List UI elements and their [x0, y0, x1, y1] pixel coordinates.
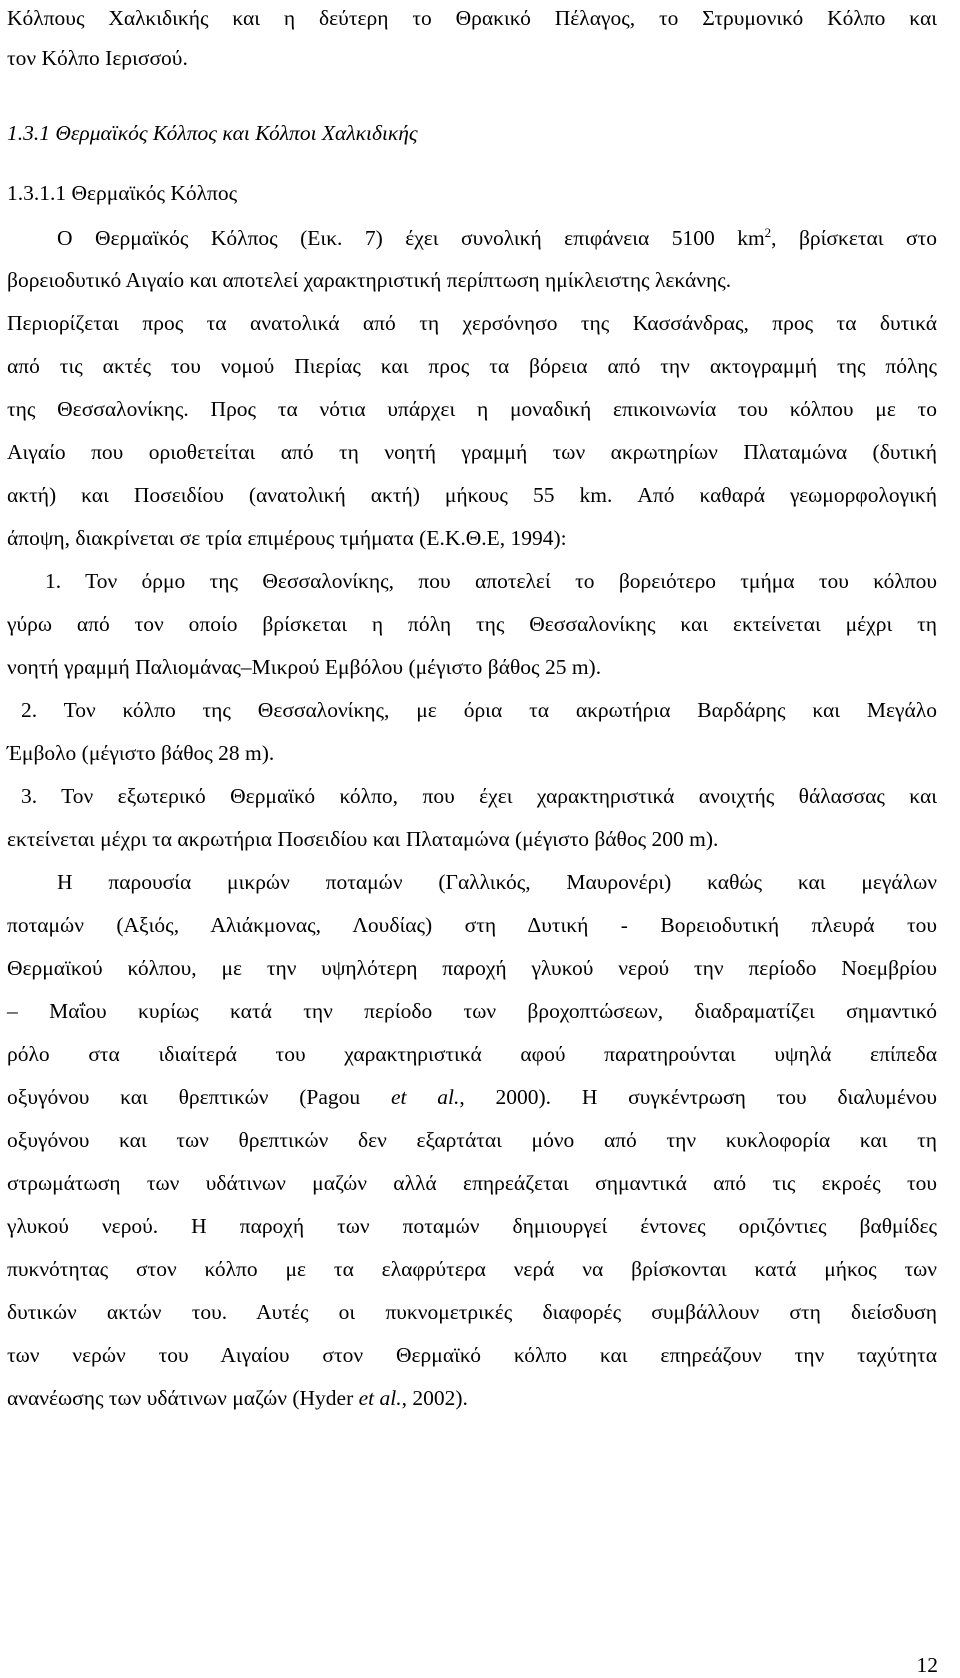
- text-span: ανανέωσης των υδάτινων μαζών (Hyder: [7, 1386, 359, 1410]
- paragraph-line: δυτικών ακτών του. Αυτές οι πυκνομετρικές διαφορές συμβάλλουν στη διείσδυση: [7, 1300, 937, 1324]
- text-span: οξυγόνου και θρεπτικών (Pagou: [7, 1085, 391, 1109]
- paragraph-line: άποψη, διακρίνεται σε τρία επιμέρους τμήματα (Ε.Κ.Θ.Ε, 1994):: [7, 526, 567, 550]
- paragraph-line: των νερών του Αιγαίου στον Θερμαϊκό κόλπο και επηρεάζουν την ταχύτητα: [7, 1343, 937, 1367]
- text-span: , βρίσκεται στο: [771, 226, 937, 250]
- paragraph-line: πυκνότητας στον κόλπο με τα ελαφρύτερα νερά να βρίσκονται κατά μήκος των: [7, 1257, 937, 1281]
- paragraph-line: της Θεσσαλονίκης. Προς τα νότια υπάρχει η μοναδική επικοινωνία του κόλπου με το: [7, 397, 937, 421]
- section-heading-1-3-1: 1.3.1 Θερμαϊκός Κόλπος και Κόλποι Χαλκιδικής: [7, 121, 418, 145]
- italic-span: et al.: [390, 1085, 460, 1109]
- paragraph-line: από τις ακτές του νομού Πιερίας και προς τα βόρεια από την ακτογραμμή της πόλης: [7, 354, 937, 378]
- list-item-3-line: 3. Τον εξωτερικό Θερμαϊκό κόλπο, που έχει χαρακτηριστικά ανοιχτής θάλασσας και: [21, 784, 937, 808]
- paragraph-line: στρωμάτωση των υδάτινων μαζών αλλά επηρεάζεται σημαντικά από τις εκροές του: [7, 1171, 937, 1195]
- paragraph-line: ρόλο στα ιδιαίτερά του χαρακτηριστικά αφού παρατηρούνται υψηλά επίπεδα: [7, 1042, 937, 1066]
- paragraph-line: – Μαΐου κυρίως κατά την περίοδο των βροχοπτώσεων, διαδραματίζει σημαντικό: [7, 999, 937, 1023]
- text-span: , 2000). Η συγκέντρωση του διαλυμένου: [459, 1085, 937, 1109]
- paragraph-line: οξυγόνου και των θρεπτικών δεν εξαρτάται μόνο από την κυκλοφορία και τη: [7, 1128, 937, 1152]
- paragraph-line: γλυκού νερού. Η παροχή των ποταμών δημιουργεί έντονες οριζόντιες βαθμίδες: [7, 1214, 937, 1238]
- page-number: 12: [916, 1653, 938, 1677]
- list-item-1-line: 1. Τον όρμο της Θεσσαλονίκης, που αποτελεί το βορειότερο τμήμα του κόλπου: [45, 569, 937, 593]
- paragraph-line: Αιγαίο που οριοθετείται από τη νοητή γραμμή των ακρωτηρίων Πλαταμώνα (δυτική: [7, 440, 937, 464]
- paragraph-line: Περιορίζεται προς τα ανατολικά από τη χερσόνησο της Κασσάνδρας, προς τα δυτικά: [7, 311, 937, 335]
- paragraph-line: ποταμών (Αξιός, Αλιάκμονας, Λουδίας) στη Δυτική - Βορειοδυτική πλευρά του: [7, 913, 937, 937]
- subsection-heading-1-3-1-1: 1.3.1.1 Θερμαϊκός Κόλπος: [7, 181, 238, 205]
- list-item-1-line: νοητή γραμμή Παλιομάνας–Μικρού Εμβόλου (μέγιστο βάθος 25 m).: [7, 655, 602, 679]
- text-span: , 2002).: [401, 1386, 468, 1410]
- text-span: Ο Θερμαϊκός Κόλπος (Εικ. 7) έχει συνολική επιφάνεια 5100 km: [57, 226, 765, 250]
- text-line: τον Κόλπο Ιερισσού.: [7, 46, 188, 70]
- paragraph-line: Η παρουσία μικρών ποταμών (Γαλλικός, Μαυρονέρι) καθώς και μεγάλων: [57, 870, 937, 894]
- paragraph-line: [7, 1388, 468, 1410]
- superscript: 2: [764, 224, 772, 240]
- paragraph-line: [57, 224, 937, 250]
- paragraph-line: [7, 1087, 937, 1109]
- paragraph-line: βορειοδυτικό Αιγαίο και αποτελεί χαρακτηριστική περίπτωση ημίκλειστης λεκάνης.: [7, 268, 732, 292]
- text-line: Κόλπους Χαλκιδικής και η δεύτερη το Θρακικό Πέλαγος, το Στρυμονικό Κόλπο και: [7, 6, 937, 30]
- list-item-3-line: εκτείνεται μέχρι τα ακρωτήρια Ποσειδίου και Πλαταμώνα (μέγιστο βάθος 200 m).: [7, 827, 719, 851]
- list-item-2-line: Έμβολο (μέγιστο βάθος 28 m).: [7, 741, 275, 765]
- list-item-2-line: 2. Τον κόλπο της Θεσσαλονίκης, με όρια τα ακρωτήρια Βαρδάρης και Μεγάλο: [21, 698, 937, 722]
- list-item-1-line: γύρω από τον οποίο βρίσκεται η πόλη της Θεσσαλονίκης και εκτείνεται μέχρι τη: [7, 612, 937, 636]
- paragraph-line: Θερμαϊκού κόλπου, με την υψηλότερη παροχή γλυκού νερού την περίοδο Νοεμβρίου: [7, 956, 937, 980]
- italic-span: et al.: [358, 1386, 402, 1410]
- paragraph-line: ακτή) και Ποσειδίου (ανατολική ακτή) μήκους 55 km. Από καθαρά γεωμορφολογική: [7, 483, 937, 507]
